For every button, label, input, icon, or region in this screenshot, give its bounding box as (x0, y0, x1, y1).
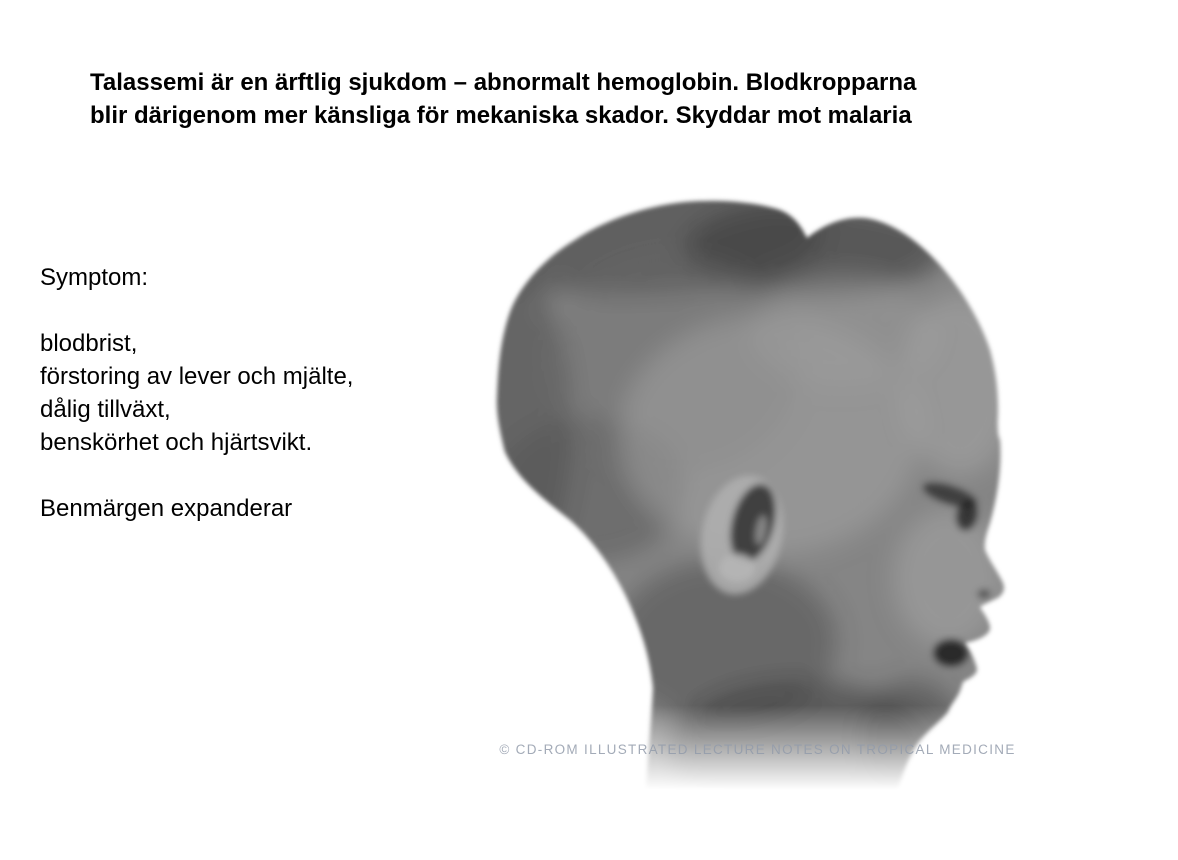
patient-photo (470, 190, 1030, 790)
symptom-heading: Symptom: (40, 264, 149, 291)
ear-lobe-shape (719, 554, 755, 582)
title-line-2: blir därigenom mer känsliga för mekaniska skador. Skyddar mot malaria (90, 102, 912, 129)
photo-watermark: © CD-ROM ILLUSTRATED LECTURE NOTES ON TROPICAL MEDICINE (499, 742, 1016, 757)
symptom-line: blodbrist, (40, 330, 138, 357)
blank-line (40, 294, 353, 327)
head-illustration (470, 190, 1030, 790)
slide-title (90, 66, 916, 132)
symptom-line: benskörhet och hjärtsvikt. (40, 429, 313, 456)
symptom-line: förstoring av lever och mjälte, (40, 363, 354, 390)
mouth-shape (934, 640, 968, 666)
head-silhouette (470, 190, 1030, 790)
blank-line (40, 459, 353, 492)
nostril-shape (978, 590, 990, 598)
symptom-line: dålig tillväxt, (40, 396, 171, 423)
symptom-footer: Benmärgen expanderar (40, 495, 293, 522)
symptom-block (40, 261, 353, 525)
title-line-1: Talassemi är en ärftlig sjukdom – abnormalt hemoglobin. Blodkropparna (90, 69, 917, 96)
